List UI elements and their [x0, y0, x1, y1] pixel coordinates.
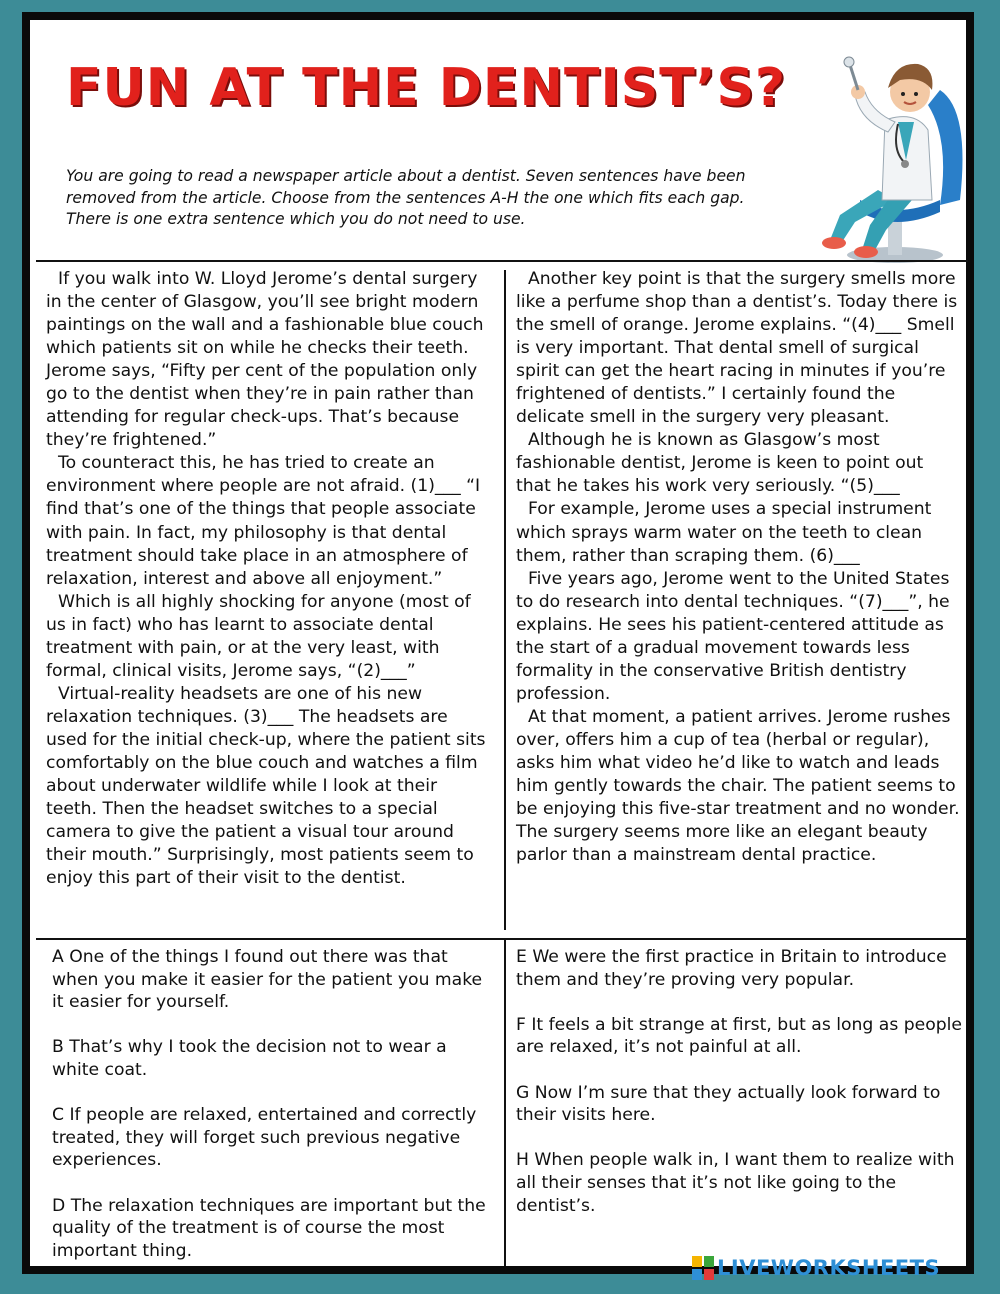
dentist-in-chair-illustration [800, 50, 990, 265]
option-b: B That’s why I took the decision not to wear a white coat. [52, 1037, 447, 1080]
option-g: G Now I’m sure that they actually look forward to their visits here. [516, 1082, 941, 1126]
instructions: You are going to read a newspaper article about a dentist. Seven sentences have been removed from the article. Choose from the sentences A-H the one which fits each gap. There is one extra sentence which you do not need to use. [66, 167, 746, 228]
article-paragraph: Which is all highly shocking for anyone (most of us in fact) who has learnt to associate dental treatment with pain, or at the very least, with formal, clinical visits, Jerome says, “(2)___” [46, 591, 471, 681]
article-paragraph: Another key point is that the surgery smells more like a perfume shop than a dentist’s. Today there is the smell of orange. Jerome explains. “(4)___ Smell is very important. That dental smell of surgical spirit can get the heart racing in minutes if you’re frightened of dentists.” I certainly found the delicate smell in the surgery very pleasant. [516, 269, 958, 428]
article-paragraph: If you walk into W. Lloyd Jerome’s dental surgery in the center of Glasgow, you’ll see bright modern paintings on the wall and a fashionable blue couch which patients sit on while he checks their teeth. Jerome says, “Fifty per cent of the population only go to the dentist when they’re in pain rather than attending for regular check-ups. That’s because they’re frightened.” [46, 269, 484, 451]
options-divider [504, 940, 506, 1266]
sentence-options [36, 940, 968, 1270]
option-e: E We were the first practice in Britain to introduce them and they’re proving very popular. [516, 947, 947, 990]
options-column-left [52, 946, 498, 1285]
article-paragraph: To counteract this, he has tried to create an environment where people are not afraid. (1)___ “I find that’s one of the things that people associate with pain. In fact, my philosophy is that dental treatment should take place in an atmosphere of relaxation, interest and above all enjoyment.” [46, 453, 481, 589]
article-paragraph: Virtual-reality headsets are one of his new relaxation techniques. (3)___ The headsets are used for the initial check-up, where the patient sits comfortably on the blue couch and watches a film about underwater wildlife while I look at their teeth. Then the headset switches to a special camera to give the patient a visual tour around their mouth.” Surprisingly, most patients seem to enjoy this part of their visit to the dentist. [46, 683, 486, 889]
option-h: H When people walk in, I want them to realize with all their senses that it’s not like going to the dentist’s. [516, 1150, 955, 1216]
article-column-left [46, 268, 492, 890]
brand-name: LIVEWORKSHEETS [717, 1256, 941, 1280]
article [36, 260, 968, 940]
article-paragraph: Although he is known as Glasgow’s most fashionable dentist, Jerome is keen to point out that he takes his work very seriously. “(5)___ [516, 430, 924, 497]
options-column-right [516, 946, 962, 1240]
option-d: D The relaxation techniques are important but the quality of the treatment is of course the most important thing. [52, 1195, 486, 1261]
option-a: A One of the things I found out there was that when you make it easier for the patient you make it easier for yourself. [52, 947, 483, 1013]
article-paragraph: For example, Jerome uses a special instrument which sprays warm water on the teeth to clean them, rather than scraping them. (6)___ [516, 499, 932, 566]
option-c: C If people are relaxed, entertained and correctly treated, they will forget such previous negative experiences. [52, 1105, 477, 1171]
worksheet-page [22, 12, 974, 1274]
liveworksheets-watermark [692, 1254, 940, 1282]
column-divider [504, 270, 506, 930]
article-column-right [516, 268, 962, 867]
article-paragraph: Five years ago, Jerome went to the United States to do research into dental techniques. “(7)___”, he explains. He sees his patient-centered attitude as the start of a gradual movement towards less formality in the conservative British dentistry profession. [516, 568, 950, 704]
page-title: FUN AT THE DENTIST’S? [66, 58, 787, 118]
liveworksheets-logo-icon [692, 1256, 714, 1280]
article-paragraph: At that moment, a patient arrives. Jerome rushes over, offers him a cup of tea (herbal or regular), asks him what video he’d like to watch and leads him gently towards the chair. The patient seems to be enjoying this five-star treatment and no wonder. The surgery seems more like an elegant beauty parlor than a mainstream dental practice. [516, 706, 960, 866]
option-f: F It feels a bit strange at first, but as long as people are relaxed, it’s not painful at all. [516, 1014, 963, 1058]
